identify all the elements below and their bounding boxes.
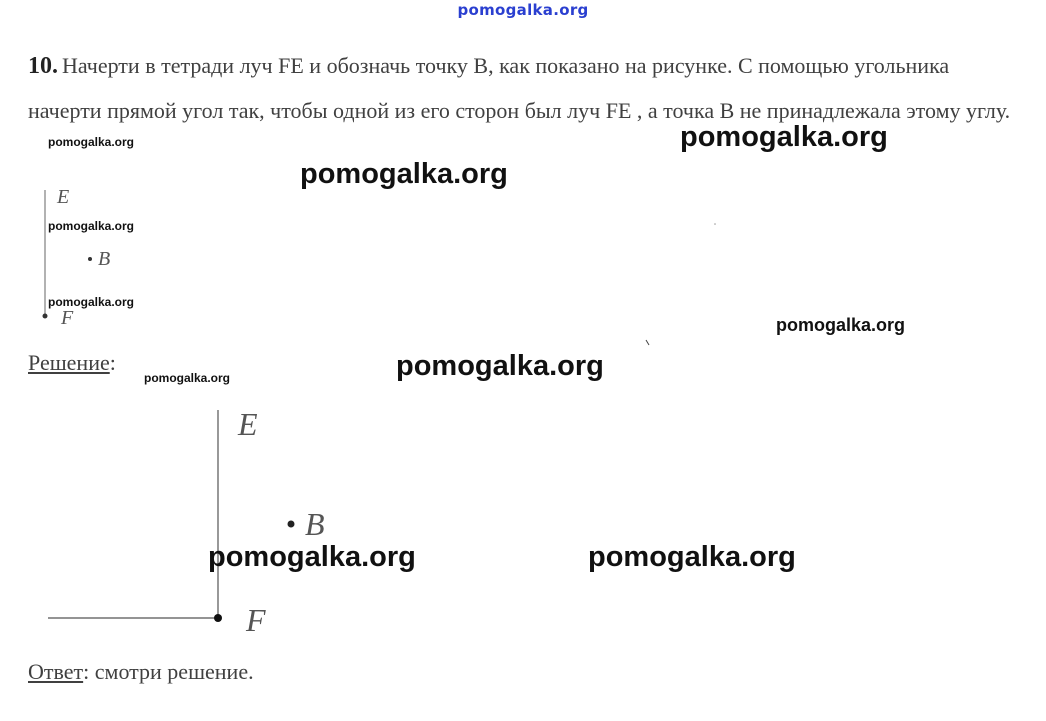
answer-line: [28, 659, 254, 685]
watermark: pomogalka.org: [48, 295, 135, 309]
answer-text: : смотри решение.: [83, 659, 254, 684]
small-label-b: B: [98, 248, 111, 270]
site-header-link[interactable]: pomogalka.org: [457, 1, 589, 19]
solution-label: Решение:: [28, 350, 116, 375]
watermark: pomogalka.org: [300, 158, 508, 190]
answer-label: Ответ: [28, 659, 84, 684]
watermark: pomogalka.org: [144, 371, 231, 385]
large-point-b: [288, 521, 295, 528]
stray-mark: [646, 340, 649, 345]
small-label-e: E: [57, 186, 70, 208]
watermark: pomogalka.org: [396, 350, 604, 382]
large-label-f: F: [246, 602, 266, 638]
watermark: pomogalka.org: [48, 135, 135, 149]
large-label-e: E: [238, 406, 258, 442]
watermark: pomogalka.org: [208, 541, 416, 573]
watermark: pomogalka.org: [680, 121, 888, 153]
small-point-b: [88, 257, 92, 261]
task-number: 10.: [28, 53, 58, 79]
large-label-b: B: [305, 506, 325, 542]
large-point-f: [214, 614, 222, 622]
watermark: pomogalka.org: [588, 541, 796, 573]
watermark: pomogalka.org: [48, 219, 135, 233]
watermark: pomogalka.org: [776, 315, 906, 335]
task-text: Начерти в тетради луч FE и обозначь точку B, как показано на рисунке. С помощью угольника начерти прямой угол так, чтобы одной из его сторон был луч FE , а точка B не принадлежала этому углу.: [28, 53, 1011, 123]
stray-mark: [714, 223, 716, 225]
small-label-f: F: [61, 307, 74, 329]
small-point-f: [43, 314, 48, 319]
